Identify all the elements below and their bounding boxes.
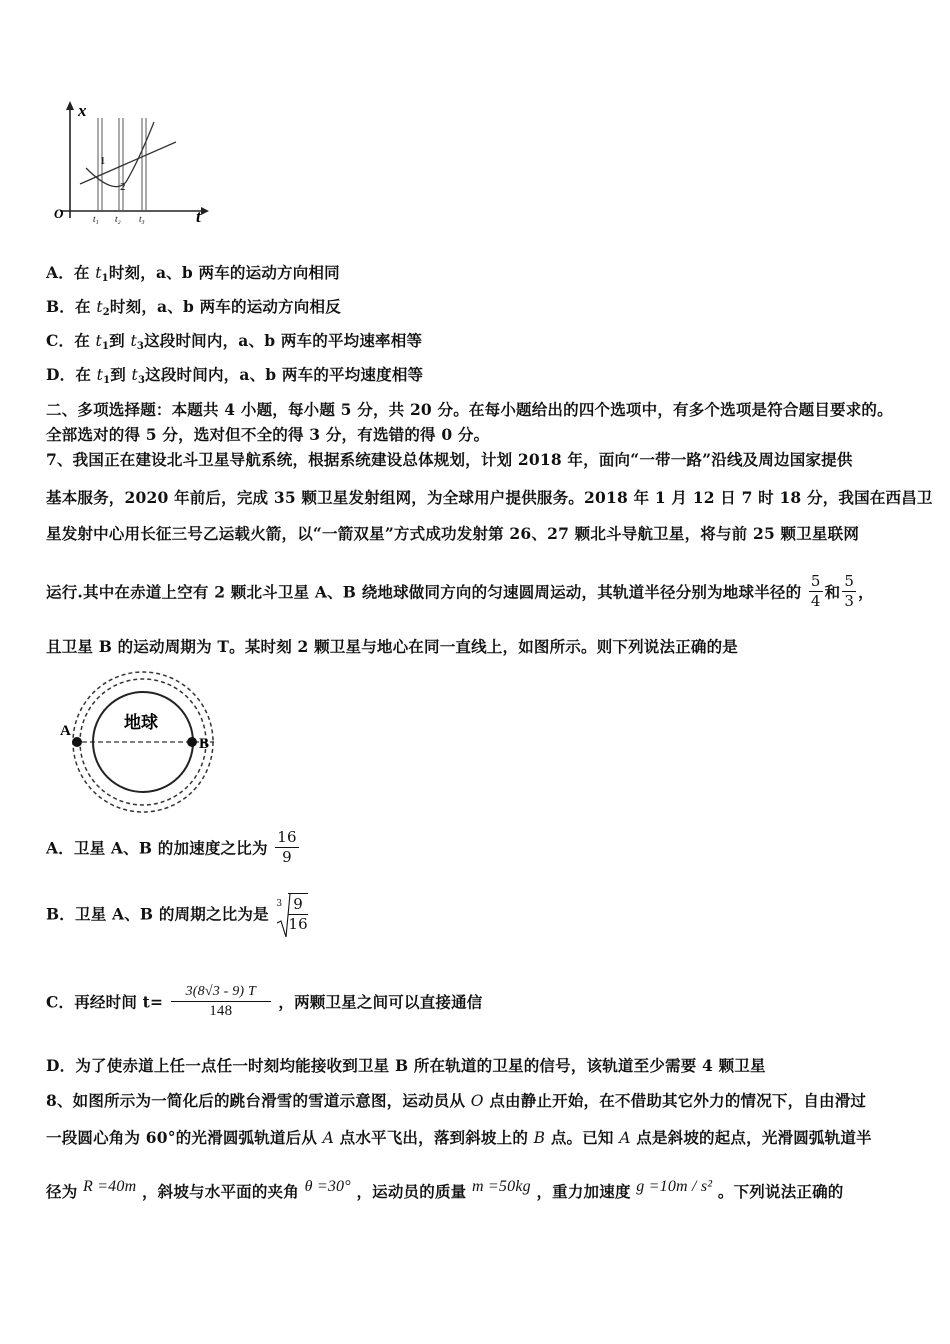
q8-stem-line3: 径为 R =40m ，斜坡与水平面的夹角 θ =30° ，运动员的质量 m =50kg ，重力加速度 g =10m / s² 。下列说法正确的 [46,1178,844,1201]
section2-heading-line2: 全部选对的得 5 分，选对但不全的得 3 分，有选错的得 0 分。 [46,425,490,444]
q7-stem-line3: 星发射中心用长征三号乙运载火箭，以“一箭双星”方式成功发射第 26、27 颗北斗导航卫星，将与前 25 颗卫星联网 [46,524,860,543]
q8-stem-line1: 8、如图所示为一简化后的跳台滑雪的雪道示意图，运动员从 O 点由静止开始，在不借助其它外力的情况下，自由滑过 [46,1091,867,1110]
q8-stem-line2: 一段圆心角为 60°的光滑圆弧轨道后从 A 点水平飞出，落到斜坡上的 B 点。已知 A 点是斜坡的起点，光滑圆弧轨道半 [46,1128,872,1147]
curve1-label: 1 [100,155,106,167]
fraction-5-4: $\frac{5}{4}$ [810,572,821,610]
cube-root-expression: 3 $\frac{9}{16}$ [274,893,310,934]
q7-option-d: D．为了使赤道上任一点任一时刻均能接收到卫星 B 所在轨道的卫星的信号，该轨道至少需要 4 颗卫星 [46,1056,766,1075]
radical-sign-icon [276,893,292,939]
fraction-16-9: $\frac{16}{9}$ [277,828,297,866]
q7-option-a: A．卫星 A、B 的加速度之比为 $\frac{16}{9}$ [46,828,297,866]
t1-label: t₁ [93,214,99,224]
satellite-b-dot [187,737,197,747]
satellite-a-label: A [60,723,71,739]
mass-value: m =50kg [471,1178,531,1195]
y-axis-arrow [66,101,74,110]
fraction-5-3: $\frac{5}{3}$ [844,572,855,610]
q7-stem-line4: 运行.其中在赤道上空有 2 颗北斗卫星 A、B 绕地球做同方向的匀速圆周运动，其轨道半径分别为地球半径的 $\frac{5}{4}$ 和 $\frac{5}{3}$ ， [46,572,874,610]
satellite-a-dot [72,737,82,747]
q7-option-b: B．卫星 A、B 的周期之比为是 3 $\frac{9}{16}$ [46,893,310,934]
t3-label: t₃ [139,214,145,224]
curve-a [86,122,154,187]
q6-option-d: D．在 $t_1$到 $t_3$这段时间内，a、b 两车的平均速度相等 [46,365,424,386]
earth-label: 地球 [124,713,158,732]
x-axis-label: x [78,101,87,120]
q7-stem-line5: 且卫星 B 的运动周期为 T。某时刻 2 颗卫星与地心在同一直线上，如图所示。则下列说法正确的是 [46,637,739,656]
gravity-value: g =10m / s² [636,1178,713,1195]
curve2-label: 2 [120,181,126,193]
origin-label: O [54,206,64,221]
q6-option-a: A．在 $t_1$时刻，a、b 两车的运动方向相同 [46,263,340,284]
xt-graph [46,96,216,226]
q6-option-b: B．在 $t_2$时刻，a、b 两车的运动方向相反 [46,297,341,318]
t2-label: t₂ [115,214,121,224]
orbit-figure [46,664,226,814]
q7-stem-line1: 7、我国正在建设北斗卫星导航系统，根据系统建设总体规划，计划 2018 年，面向“一带一路”沿线及周边国家提供 [46,450,853,469]
angle-value: θ =30° [304,1178,351,1195]
section2-heading-line1: 二、多项选择题：本题共 4 小题，每小题 5 分，共 20 分。在每小题给出的四个选项中，有多个选项是符合题目要求的。 [46,400,893,419]
fraction-time-expression: $\frac{3(8√3 - 9) T}{148}$ [171,982,271,1021]
x-axis-arrow [201,207,209,215]
q7-stem-line2: 基本服务，2020 年前后，完成 35 颗卫星发射组网，为全球用户提供服务。2018 年 1 月 12 日 7 时 18 分，我国在西昌卫 [46,488,933,507]
q7-option-c: C．再经时间 t= $\frac{3(8√3 - 9) T}{148}$ ，两颗卫星之间可以直接通信 [46,984,483,1019]
satellite-b-label: B [199,736,210,752]
q6-option-c: C．在 $t_1$到 $t_3$这段时间内，a、b 两车的平均速率相等 [46,331,423,352]
t-axis-label: t [196,207,201,226]
radius-value: R =40m [83,1178,137,1195]
